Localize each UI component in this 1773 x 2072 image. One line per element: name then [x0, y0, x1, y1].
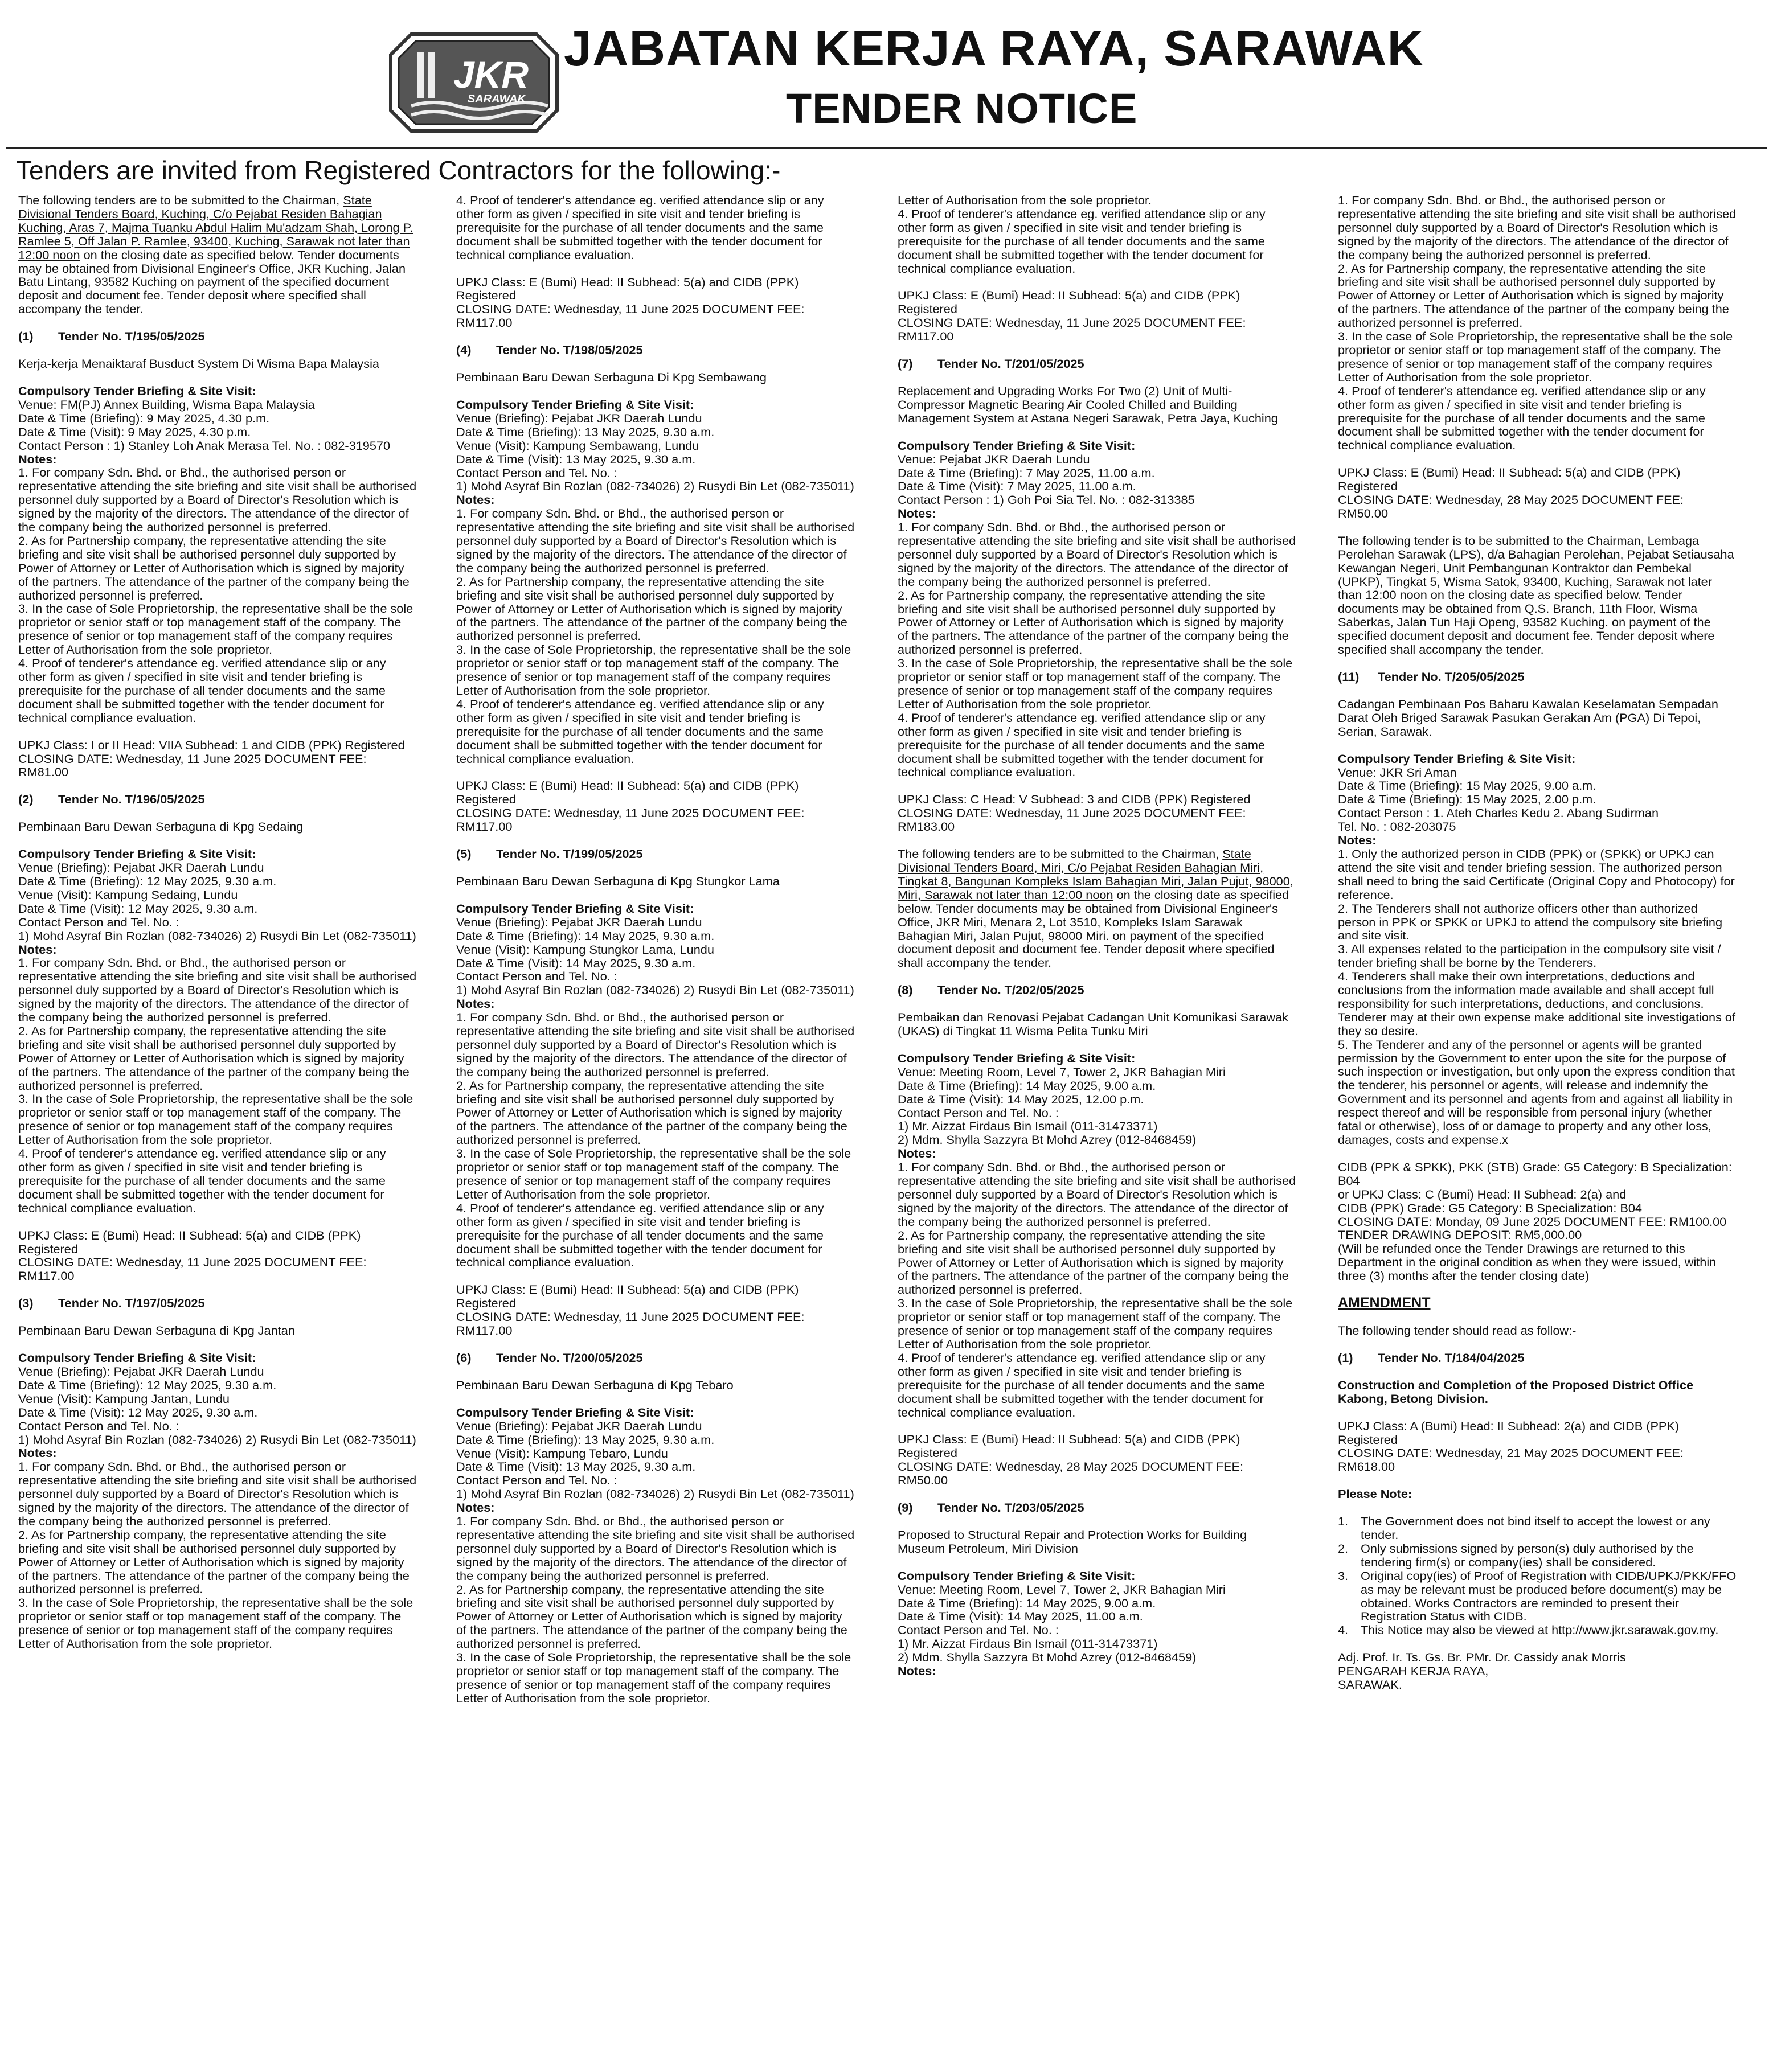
tender-block [456, 847, 855, 1351]
closing-line: CLOSING DATE: Wednesday, 28 May 2025 DOCUMENT FEE: RM50.00 [898, 1459, 1244, 1488]
class-line: CIDB (PPK & SPKK), PKK (STB) Grade: G5 Category: B Specialization: B04 [1338, 1159, 1732, 1188]
page-subtitle: TENDER NOTICE [786, 85, 1138, 132]
notes-label: Notes: [18, 942, 57, 957]
detail-line: Date & Time (Visit): 14 May 2025, 9.30 a.m. [456, 955, 696, 970]
closing-line: CLOSING DATE: Wednesday, 11 June 2025 DOCUMENT FEE: RM183.00 [898, 806, 1246, 834]
detail-line: Date & Time (Briefing): 14 May 2025, 9.00 a.m. [898, 1078, 1156, 1093]
tender-heading: (3) Tender No. T/197/05/2025 [18, 1296, 205, 1311]
note-4: 4. Tenderers shall make their own interpretations, deductions and conclusions from the information made available and shall accept full responsibility for such interpretations, deductions, and conclusions. Tenderer may at their own expense make additional site investigations of they so desire. [1338, 969, 1736, 1038]
tender-heading: (6) Tender No. T/200/05/2025 [456, 1350, 643, 1365]
note-4: 4. Proof of tenderer's attendance eg. verified attendance slip or any other form as given / specified in site visit and tender briefing is prerequisite for the purchase of all tender documents and the same document shall be submitted together with the tender document for technical compliance evaluation. [1338, 383, 1706, 453]
detail-line: Venue: Pejabat JKR Daerah Lundu [898, 452, 1090, 466]
note-2: 2. As for Partnership company, the representative attending the site briefing and site visit shall be authorised personnel duly supported by Power of Attorney or Letter of Authorisation which is signed by majority of the partners. The attendance of the partner of the company being the authorized personnel is preferred. [18, 1527, 410, 1597]
closing-line: CLOSING DATE: Wednesday, 11 June 2025 DOCUMENT FEE: RM81.00 [18, 751, 367, 779]
note-1: 1. For company Sdn. Bhd. or Bhd., the authorised person or representative attending the site briefing and site visit shall be authorised personnel duly supported by a Board of Director's Resolution which is signed by the majority of the directors. The attendance of the director of the company being the authorized personnel is preferred. [456, 1514, 855, 1583]
notes-label: Notes: [456, 493, 495, 507]
notes-label: Notes: [898, 1146, 936, 1161]
list-item: 3. Original copy(ies) of Proof of Registration with CIDB/UPKJ/PKK/FFO as may be relevant must be produced before document(s) may be obtained. Works Contractors are reminded to present their Registration Status with CIDB. [1338, 1568, 1737, 1624]
refund-note: (Will be refunded once the Tender Drawings are returned to this Department in the original condition as when they were issued, within three (3) months after the tender closing date) [1338, 1241, 1717, 1283]
notes-label: Notes: [456, 996, 495, 1011]
note-3: 3. All expenses related to the participation in the compulsory site visit / tender briefing shall be borne by the Tenderers. [1338, 942, 1721, 970]
class-line: UPKJ Class: E (Bumi) Head: II Subhead: 5(a) and CIDB (PPK) Registered [1338, 465, 1681, 494]
note-1: 1. Only the authorized person in CIDB (PPK) or (SPKK) or UPKJ can attend the site visit and tender briefing session. The authorized person shall need to bring the said Certificate (Original Copy and Photocopy) for reference. [1338, 846, 1735, 902]
closing-line: CLOSING DATE: Wednesday, 11 June 2025 DOCUMENT FEE: RM117.00 [898, 315, 1246, 344]
detail-line: Venue (Visit): Kampung Stungkor Lama, Lundu [456, 942, 714, 957]
detail-line: Venue (Briefing): Pejabat JKR Daerah Lundu [456, 914, 702, 929]
detail-line: Date & Time (Visit): 13 May 2025, 9.30 a.m. [456, 452, 696, 466]
note-4: 4. Proof of tenderer's attendance eg. verified attendance slip or any other form as given / specified in site visit and tender briefing is prerequisite for the purchase of all tender documents and the same document shall be submitted together with the tender document for technical compliance evaluation. [18, 1146, 386, 1215]
tender-title: Kerja-kerja Menaiktaraf Busduct System Di Wisma Bapa Malaysia [18, 356, 379, 371]
briefing-label: Compulsory Tender Briefing & Site Visit: [456, 901, 694, 916]
detail-line: Date & Time (Visit): 14 May 2025, 12.00 p.m. [898, 1092, 1144, 1106]
note-3: 3. In the case of Sole Proprietorship, the representative shall be the sole proprietor or senior staff or top management staff of the company. The presence of senior or top management staff of the company requires Letter of Authorisation from the sole proprietor. [898, 656, 1293, 711]
detail-line: Date & Time (Briefing): 13 May 2025, 9.30 a.m. [456, 1432, 715, 1447]
note-3: 3. In the case of Sole Proprietorship, the representative shall be the sole proprietor or senior staff or top management staff of the company. The presence of senior or top management staff of the company requires Letter of Authorisation from the sole proprietor. [18, 1595, 413, 1651]
jkr-logo-icon [388, 32, 559, 133]
detail-line: 1) Mr. Aizzat Firdaus Bin Ismail (011-31473371) [898, 1636, 1158, 1651]
tender-title: Pembinaan Baru Dewan Serbaguna Di Kpg Sembawang [456, 370, 767, 385]
note-4: 4. Proof of tenderer's attendance eg. verified attendance slip or any other form as given / specified in site visit and tender briefing is prerequisite for the purchase of all tender documents and the same document shall be submitted together with the tender document for technical compliance evaluation. [456, 194, 824, 262]
tender-title: Pembinaan Baru Dewan Serbaguna di Kpg Sedaing [18, 819, 304, 834]
detail-line: Venue (Briefing): Pejabat JKR Daerah Lundu [18, 1364, 264, 1378]
note-2: 2. As for Partnership company, the representative attending the site briefing and site visit shall be authorised personnel duly supported by Power of Attorney or Letter of Authorisation which is signed by majority of the partners. The attendance of the partner of the company being the authorized personnel is preferred. [456, 574, 847, 643]
note-1: 1. For company Sdn. Bhd. or Bhd., the authorised person or representative attending the site briefing and site visit shall be authorised personnel duly supported by a Board of Director's Resolution which is signed by the majority of the directors. The attendance of the director of the company being the authorized personnel is preferred. [1338, 194, 1737, 262]
tender-title: Pembaikan dan Renovasi Pejabat Cadangan Unit Komunikasi Sarawak (UKAS) di Tingkat 11 Wisma Pelita Tunku Miri [898, 1010, 1288, 1039]
please-note-list [1338, 1515, 1737, 1637]
page-title: JABATAN KERJA RAYA, SARAWAK [564, 20, 1424, 76]
detail-line: Contact Person and Tel. No. : [898, 1623, 1059, 1638]
tender-block [18, 330, 417, 793]
note-3: 3. In the case of Sole Proprietorship, the representative shall be the sole proprietor or senior staff or top management staff of the company. The presence of senior or top management staff of the company requires Letter of Authorisation from the sole proprietor. [18, 1092, 413, 1147]
detail-line: Date & Time (Visit): 7 May 2025, 11.00 a.m. [898, 479, 1136, 494]
tender-title: Proposed to Structural Repair and Protection Works for Building Museum Petroleum, Miri Division [898, 1527, 1247, 1556]
signatory-name: Adj. Prof. Ir. Ts. Gs. Br. PMr. Dr. Cassidy anak Morris [1338, 1650, 1626, 1665]
tender-title: Pembinaan Baru Dewan Serbaguna di Kpg Tebaro [456, 1377, 734, 1392]
note-1: 1. For company Sdn. Bhd. or Bhd., the authorised person or representative attending the site briefing and site visit shall be authorised personnel duly supported by a Board of Director's Resolution which is signed by the majority of the directors. The attendance of the director of the company being the authorized personnel is preferred. [456, 506, 855, 575]
detail-line: Contact Person and Tel. No. : [456, 1473, 617, 1488]
amendment-heading: AMENDMENT [1338, 1295, 1431, 1311]
note-4: 4. Proof of tenderer's attendance eg. verified attendance slip or any other form as given / specified in site visit and tender briefing is prerequisite for the purchase of all tender documents and the same document shall be submitted together with the tender document for technical compliance evaluation. [898, 710, 1266, 779]
note-4: 4. Proof of tenderer's attendance eg. verified attendance slip or any other form as given / specified in site visit and tender briefing is prerequisite for the purchase of all tender documents and the same document shall be submitted together with the tender document for technical compliance evaluation. [898, 1350, 1266, 1419]
note-2: 2. As for Partnership company, the representative attending the site briefing and site visit shall be authorised personnel duly supported by Power of Attorney or Letter of Authorisation which is signed by majority of the partners. The attendance of the partner of the company being the authorized personnel is preferred. [1338, 261, 1729, 330]
tender-block [456, 1351, 855, 1705]
notes-label: Notes: [18, 452, 57, 466]
list-item: 4. This Notice may also be viewed at http://www.jkr.sarawak.gov.my. [1338, 1623, 1719, 1638]
note-1: 1. For company Sdn. Bhd. or Bhd., the authorised person or representative attending the site briefing and site visit shall be authorised personnel duly supported by a Board of Director's Resolution which is signed by the majority of the directors. The attendance of the director of the company being the authorized personnel is preferred. [18, 1459, 417, 1528]
briefing-label: Compulsory Tender Briefing & Site Visit: [18, 847, 256, 861]
closing-line: CLOSING DATE: Wednesday, 11 June 2025 DOCUMENT FEE: RM117.00 [18, 1255, 367, 1283]
tender-block [18, 793, 417, 1296]
tender-title: Pembinaan Baru Dewan Serbaguna di Kpg Stungkor Lama [456, 873, 780, 888]
detail-line: Date & Time (Briefing): 15 May 2025, 2.00 p.m. [1338, 792, 1596, 807]
note-2: 2. As for Partnership company, the representative attending the site briefing and site visit shall be authorised personnel duly supported by Power of Attorney or Letter of Authorisation which is signed by majority of the partners. The attendance of the partner of the company being the authorized personnel is preferred. [18, 533, 410, 602]
note-4: 4. Proof of tenderer's attendance eg. verified attendance slip or any other form as given / specified in site visit and tender briefing is prerequisite for the purchase of all tender documents and the same document shall be submitted together with the tender document for technical compliance evaluation. [456, 696, 824, 766]
briefing-label: Compulsory Tender Briefing & Site Visit: [456, 397, 694, 412]
header-divider [6, 147, 1767, 149]
detail-line: Venue (Briefing): Pejabat JKR Daerah Lundu [18, 860, 264, 875]
note-2: 2. As for Partnership company, the representative attending the site briefing and site visit shall be authorised personnel duly supported by Power of Attorney or Letter of Authorisation which is signed by majority of the partners. The attendance of the partner of the company being the authorized personnel is preferred. [898, 588, 1289, 657]
column-4 [1338, 194, 1737, 2064]
class-line: UPKJ Class: A (Bumi) Head: II Subhead: 2(a) and CIDB (PPK) Registered [1338, 1418, 1680, 1447]
tender-block [898, 983, 1296, 1501]
signatory-position: PENGARAH KERJA RAYA, [1338, 1664, 1489, 1679]
column-2 [456, 194, 855, 2064]
class-line: UPKJ Class: E (Bumi) Head: II Subhead: 5(a) and CIDB (PPK) Registered [18, 1228, 361, 1256]
detail-line: Contact Person and Tel. No. : [898, 1105, 1059, 1120]
detail-line: Contact Person and Tel. No. : [18, 1418, 179, 1433]
closing-line: CLOSING DATE: Monday, 09 June 2025 DOCUMENT FEE: RM100.00 [1338, 1214, 1727, 1229]
notes-label: Notes: [1338, 833, 1377, 848]
tender-title: Construction and Completion of the Proposed District Office Kabong, Betong Division. [1338, 1377, 1694, 1406]
class-line: UPKJ Class: E (Bumi) Head: II Subhead: 5(a) and CIDB (PPK) Registered [456, 1282, 799, 1311]
class-line: UPKJ Class: E (Bumi) Head: II Subhead: 5(a) and CIDB (PPK) Registered [456, 274, 799, 303]
note-4: 4. Proof of tenderer's attendance eg. verified attendance slip or any other form as given / specified in site visit and tender briefing is prerequisite for the purchase of all tender documents and the same document shall be submitted together with the tender document for technical compliance evaluation. [898, 206, 1266, 276]
please-note-heading: Please Note: [1338, 1487, 1412, 1501]
detail-line: 1) Mohd Asyraf Bin Rozlan (082-734026) 2) Rusydi Bin Let (082-735011) [18, 1432, 416, 1447]
tender-block [18, 1296, 417, 1651]
tender-heading: (1) Tender No. T/195/05/2025 [18, 329, 205, 344]
tender-heading: (5) Tender No. T/199/05/2025 [456, 847, 643, 861]
detail-line: Date & Time (Visit): 14 May 2025, 11.00 a.m. [898, 1609, 1143, 1624]
detail-line: Venue (Briefing): Pejabat JKR Daerah Lundu [456, 411, 702, 425]
detail-line: Venue (Visit): Kampung Tebaro, Lundu [456, 1446, 668, 1460]
svg-text:SARAWAK: SARAWAK [467, 93, 526, 105]
tender-heading: (7) Tender No. T/201/05/2025 [898, 356, 1084, 371]
list-item: 1. The Government does not bind itself to accept the lowest or any tender. [1338, 1514, 1710, 1542]
detail-line: Date & Time (Visit): 12 May 2025, 9.30 a.m. [18, 1405, 258, 1419]
detail-line: Date & Time (Briefing): 15 May 2025, 9.00 a.m. [1338, 778, 1596, 793]
column-1 [18, 194, 417, 2064]
note-1: 1. For company Sdn. Bhd. or Bhd., the authorised person or representative attending the site briefing and site visit shall be authorised personnel duly supported by a Board of Director's Resolution which is signed by the majority of the directors. The attendance of the director of the company being the authorized personnel is preferred. [898, 520, 1296, 589]
amendment-intro: The following tender should read as follow:- [1338, 1323, 1577, 1337]
detail-line: Contact Person and Tel. No. : [456, 465, 617, 480]
note-2: 2. As for Partnership company, the representative attending the site briefing and site visit shall be authorised personnel duly supported by Power of Attorney or Letter of Authorisation which is signed by majority of the partners. The attendance of the partner of the company being the authorized personnel is preferred. [456, 1582, 847, 1651]
tender-heading: (4) Tender No. T/198/05/2025 [456, 343, 643, 358]
detail-line: Tel. No. : 082-203075 [1338, 819, 1456, 834]
note-2: 2. The Tenderers shall not authorize officers other than authorized person in PPK or SPKK or UPKJ to attend the compulsory site briefing and site visit. [1338, 901, 1723, 943]
detail-line: 1) Mohd Asyraf Bin Rozlan (082-734026) 2) Rusydi Bin Let (082-735011) [18, 928, 416, 943]
detail-line: Date & Time (Briefing): 13 May 2025, 9.30 a.m. [456, 424, 715, 439]
detail-line: Venue (Briefing): Pejabat JKR Daerah Lundu [456, 1418, 702, 1433]
svg-text:JKR: JKR [453, 54, 529, 96]
tender-block [898, 1501, 1296, 1678]
tender-title: Cadangan Pembinaan Pos Baharu Kawalan Keselamatan Sempadan Darat Oleh Briged Sarawak Pasukan Gerakan Am (PGA) Di Tepoi, Serian, Sarawak. [1338, 696, 1718, 738]
closing-line: CLOSING DATE: Wednesday, 11 June 2025 DOCUMENT FEE: RM117.00 [456, 302, 805, 330]
carry-line: Letter of Authorisation from the sole proprietor. [898, 194, 1152, 207]
detail-line: Date & Time (Visit): 13 May 2025, 9.30 a.m. [456, 1459, 696, 1474]
detail-line: Date & Time (Visit): 9 May 2025, 4.30 p.m. [18, 424, 251, 439]
detail-line: Venue (Visit): Kampung Sedaing, Lundu [18, 887, 238, 902]
detail-line: 2) Mdm. Shylla Sazzyra Bt Mohd Azrey (012-8468459) [898, 1650, 1197, 1665]
masthead [0, 0, 1773, 142]
tender-block [898, 357, 1296, 847]
miri-intro: The following tenders are to be submitted to the Chairman, State Divisional Tenders Board, Miri, C/o Pejabat Residen Bahagian Miri, Tingkat 8, Bangunan Kompleks Islam Bahagian Miri, Jalan Pujut, 98000, Miri, Sarawak not later than 12:00 noon on the closing date as specified below. Tender documents may be obtained from Divisional Engineer's Office, JKR Miri, Menara 2, Lot 3510, Kompleks Islam Sarawak Bahagian Miri, Jalan Pujut, 98000 Miri. on payment of the specified document deposit and document fee. Tender deposit where specified shall accompany the tender. [898, 847, 1293, 970]
class-line: UPKJ Class: E (Bumi) Head: II Subhead: 5(a) and CIDB (PPK) Registered [456, 778, 799, 807]
tender-title: Replacement and Upgrading Works For Two (2) Unit of Multi-Compressor Magnetic Bearing Air Cooled Chilled and Building Management System at Astana Negeri Sarawak, Petra Jaya, Kuching [898, 383, 1278, 425]
detail-line: Contact Person : 1. Ateh Charles Kedu 2. Abang Sudirman [1338, 806, 1659, 820]
briefing-label: Compulsory Tender Briefing & Site Visit: [18, 383, 256, 398]
detail-line: Date & Time (Briefing): 7 May 2025, 11.00 a.m. [898, 465, 1155, 480]
kuching-intro: The following tenders are to be submitted to the Chairman, State Divisional Tenders Board, Kuching, C/o Pejabat Residen Bahagian Kuching, Aras 7, Majma Tuanku Abdul Halim Mu'adzam Shah, Lorong P. Ramlee 5, Off Jalan P. Ramlee, 93400, Kuching, Sarawak not later than 12:00 noon on the closing date as specified below. Tender documents may be obtained from Divisional Engineer's Office, JKR Kuching, Jalan Batu Lintang, 93582 Kuching on payment of the specified document deposit and document fee. Tender deposit where specified shall accompany the tender. [18, 194, 413, 317]
note-3: 3. In the case of Sole Proprietorship, the representative shall be the sole proprietor or senior staff or top management staff of the company. The presence of senior or top management staff of the company requires Letter of Authorisation from the sole proprietor. [1338, 329, 1733, 384]
notes-label: Notes: [456, 1500, 495, 1515]
note-4: 4. Proof of tenderer's attendance eg. verified attendance slip or any other form as given / specified in site visit and tender briefing is prerequisite for the purchase of all tender documents and the same document shall be submitted together with the tender document for technical compliance evaluation. [18, 656, 386, 725]
detail-line: 1) Mohd Asyraf Bin Rozlan (082-734026) 2) Rusydi Bin Let (082-735011) [456, 1487, 854, 1501]
note-3: 3. In the case of Sole Proprietorship, the representative shall be the sole proprietor or senior staff or top management staff of the company. The presence of senior or top management staff of the company requires Letter of Authorisation from the sole proprietor. [456, 642, 851, 697]
note-3: 3. In the case of Sole Proprietorship, the representative shall be the sole proprietor or senior staff or top management staff of the company. The presence of senior or top management staff of the company requires Letter of Authorisation from the sole proprietor. [898, 1296, 1293, 1351]
note-5: 5. The Tenderer and any of the personnel or agents will be granted permission by the Government to enter upon the site for the purpose of such inspection or investigation, but only upon the express condition that the tenderer, his personnel or agents, will release and indemnify the Government and its personnel and agents from and against all liability in respect thereof and will be responsible from personal injury (whether fatal or otherwise), loss of or damage to property and any other loss, damages, costs and expense.x [1338, 1037, 1735, 1147]
detail-line: Venue (Visit): Kampung Sembawang, Lundu [456, 438, 699, 453]
class-line: UPKJ Class: I or II Head: VIIA Subhead: 1 and CIDB (PPK) Registered [18, 737, 405, 752]
note-3: 3. In the case of Sole Proprietorship, the representative shall be the sole proprietor or senior staff or top management staff of the company. The presence of senior or top management staff of the company requires Letter of Authorisation from the sole proprietor. [456, 1650, 851, 1705]
drawing-deposit: TENDER DRAWING DEPOSIT: RM5,000.00 [1338, 1228, 1582, 1242]
closing-line: CLOSING DATE: Wednesday, 11 June 2025 DOCUMENT FEE: RM117.00 [456, 1310, 805, 1338]
briefing-label: Compulsory Tender Briefing & Site Visit: [1338, 751, 1576, 766]
note-1: 1. For company Sdn. Bhd. or Bhd., the authorised person or representative attending the site briefing and site visit shall be authorised personnel duly supported by a Board of Director's Resolution which is signed by the majority of the directors. The attendance of the director of the company being the authorized personnel is preferred. [898, 1160, 1296, 1229]
detail-line: Date & Time (Briefing): 9 May 2025, 4.30 p.m. [18, 411, 270, 425]
detail-line: Date & Time (Briefing): 14 May 2025, 9.30 a.m. [456, 928, 715, 943]
lps-intro: The following tender is to be submitted to the Chairman, Lembaga Perolehan Sarawak (LPS), d/a Bahagian Perolehan, Pejabat Setiausaha Kewangan Negeri, Unit Pembangunan Kontraktor dan Pembekal (UPKP), Tingkat 5, Wisma Satok, 93400, Kuching, Sarawak not later than 12:00 noon on the closing date as specified below. Tender documents may be obtained from Q.S. Branch, 11th Floor, Wisma Saberkas, Jalan Tun Haji Openg, 93582 Kuching. on payment of the specified document deposit and document fee. Tender deposit where specified shall accompany the tender. [1338, 533, 1734, 657]
closing-line: CLOSING DATE: Wednesday, 21 May 2025 DOCUMENT FEE: RM618.00 [1338, 1446, 1684, 1474]
closing-line: CLOSING DATE: Wednesday, 28 May 2025 DOCUMENT FEE: RM50.00 [1338, 493, 1684, 520]
briefing-label: Compulsory Tender Briefing & Site Visit: [898, 1051, 1136, 1065]
detail-line: Venue: Meeting Room, Level 7, Tower 2, JKR Bahagian Miri [898, 1582, 1226, 1597]
tender-heading: (11) Tender No. T/205/05/2025 [1338, 670, 1525, 684]
briefing-label: Compulsory Tender Briefing & Site Visit: [898, 438, 1136, 453]
class-line: UPKJ Class: C Head: V Subhead: 3 and CIDB (PPK) Registered [898, 792, 1251, 807]
detail-line: 1) Mohd Asyraf Bin Rozlan (082-734026) 2) Rusydi Bin Let (082-735011) [456, 983, 854, 998]
tender-heading: (8) Tender No. T/202/05/2025 [898, 983, 1084, 998]
detail-line: Venue (Visit): Kampung Jantan, Lundu [18, 1391, 230, 1406]
class-line: or UPKJ Class: C (Bumi) Head: II Subhead: 2(a) and [1338, 1187, 1627, 1201]
tender-block [456, 343, 855, 847]
class-line: CIDB (PPK) Grade: G5 Category: B Specialization: B04 [1338, 1200, 1642, 1215]
detail-line: Contact Person and Tel. No. : [18, 914, 179, 929]
closing-line: CLOSING DATE: Wednesday, 11 June 2025 DOCUMENT FEE: RM117.00 [456, 806, 805, 834]
detail-line: Venue: FM(PJ) Annex Building, Wisma Bapa Malaysia [18, 397, 315, 412]
tender-heading: (9) Tender No. T/203/05/2025 [898, 1500, 1084, 1515]
detail-line: 2) Mdm. Shylla Sazzyra Bt Mohd Azrey (012-8468459) [898, 1133, 1197, 1147]
class-line: UPKJ Class: E (Bumi) Head: II Subhead: 5(a) and CIDB (PPK) Registered [898, 288, 1240, 317]
note-4: 4. Proof of tenderer's attendance eg. verified attendance slip or any other form as given / specified in site visit and tender briefing is prerequisite for the purchase of all tender documents and the same document shall be submitted together with the tender document for technical compliance evaluation. [456, 1200, 824, 1270]
detail-line: 1) Mohd Asyraf Bin Rozlan (082-734026) 2) Rusydi Bin Let (082-735011) [456, 479, 854, 494]
note-3: 3. In the case of Sole Proprietorship, the representative shall be the sole proprietor or senior staff or top management staff of the company. The presence of senior or top management staff of the company requires Letter of Authorisation from the sole proprietor. [456, 1146, 851, 1201]
briefing-label: Compulsory Tender Briefing & Site Visit: [18, 1351, 256, 1365]
tender-title: Pembinaan Baru Dewan Serbaguna di Kpg Jantan [18, 1323, 295, 1338]
detail-line: 1) Mr. Aizzat Firdaus Bin Ismail (011-31473371) [898, 1119, 1158, 1134]
note-2: 2. As for Partnership company, the representative attending the site briefing and site visit shall be authorised personnel duly supported by Power of Attorney or Letter of Authorisation which is signed by majority of the partners. The attendance of the partner of the company being the authorized personnel is preferred. [18, 1023, 410, 1093]
detail-line: Contact Person : 1) Stanley Loh Anak Merasa Tel. No. : 082-319570 [18, 438, 391, 453]
note-1: 1. For company Sdn. Bhd. or Bhd., the authorised person or representative attending the site briefing and site visit shall be authorised personnel duly supported by a Board of Director's Resolution which is signed by the majority of the directors. The attendance of the director of the company being the authorized personnel is preferred. [18, 465, 417, 535]
intro-line: Tenders are invited from Registered Contractors for the following:- [16, 155, 781, 185]
notes-label: Notes: [898, 506, 936, 521]
note-3: 3. In the case of Sole Proprietorship, the representative shall be the sole proprietor or senior staff or top management staff of the company. The presence of senior or top management staff of the company requires Letter of Authorisation from the sole proprietor. [18, 601, 413, 657]
detail-line: Venue: Meeting Room, Level 7, Tower 2, JKR Bahagian Miri [898, 1064, 1226, 1079]
briefing-label: Compulsory Tender Briefing & Site Visit: [456, 1405, 694, 1419]
detail-line: Date & Time (Briefing): 12 May 2025, 9.30 a.m. [18, 873, 277, 888]
list-item: 2. Only submissions signed by person(s) duly authorised by the tendering firm(s) or company(ies) shall be considered. [1338, 1541, 1694, 1569]
column-3 [898, 194, 1296, 2064]
detail-line: Date & Time (Briefing): 12 May 2025, 9.30 a.m. [18, 1377, 277, 1392]
tender-heading: (2) Tender No. T/196/05/2025 [18, 792, 205, 807]
detail-line: Date & Time (Visit): 12 May 2025, 9.30 a.m. [18, 901, 258, 916]
note-1: 1. For company Sdn. Bhd. or Bhd., the authorised person or representative attending the site briefing and site visit shall be authorised personnel duly supported by a Board of Director's Resolution which is signed by the majority of the directors. The attendance of the director of the company being the authorized personnel is preferred. [18, 955, 417, 1025]
note-2: 2. As for Partnership company, the representative attending the site briefing and site visit shall be authorised personnel duly supported by Power of Attorney or Letter of Authorisation which is signed by majority of the partners. The attendance of the partner of the company being the authorized personnel is preferred. [456, 1078, 847, 1147]
briefing-label: Compulsory Tender Briefing & Site Visit: [898, 1568, 1136, 1583]
detail-line: Contact Person : 1) Goh Poi Sia Tel. No. : 082-313385 [898, 493, 1195, 507]
notes-label: Notes: [898, 1664, 936, 1679]
signatory-place: SARAWAK. [1338, 1677, 1402, 1692]
class-line: UPKJ Class: E (Bumi) Head: II Subhead: 5(a) and CIDB (PPK) Registered [898, 1432, 1240, 1460]
detail-line: Contact Person and Tel. No. : [456, 969, 617, 984]
detail-line: Date & Time (Briefing): 14 May 2025, 9.00 a.m. [898, 1595, 1156, 1610]
note-2: 2. As for Partnership company, the representative attending the site briefing and site visit shall be authorised personnel duly supported by Power of Attorney or Letter of Authorisation which is signed by majority of the partners. The attendance of the partner of the company being the authorized personnel is preferred. [898, 1228, 1289, 1297]
note-1: 1. For company Sdn. Bhd. or Bhd., the authorised person or representative attending the site briefing and site visit shall be authorised personnel duly supported by a Board of Director's Resolution which is signed by the majority of the directors. The attendance of the director of the company being the authorized personnel is preferred. [456, 1010, 855, 1079]
tender-heading: (1) Tender No. T/184/04/2025 [1338, 1350, 1525, 1365]
notes-label: Notes: [18, 1446, 57, 1460]
detail-line: Venue: JKR Sri Aman [1338, 765, 1457, 779]
